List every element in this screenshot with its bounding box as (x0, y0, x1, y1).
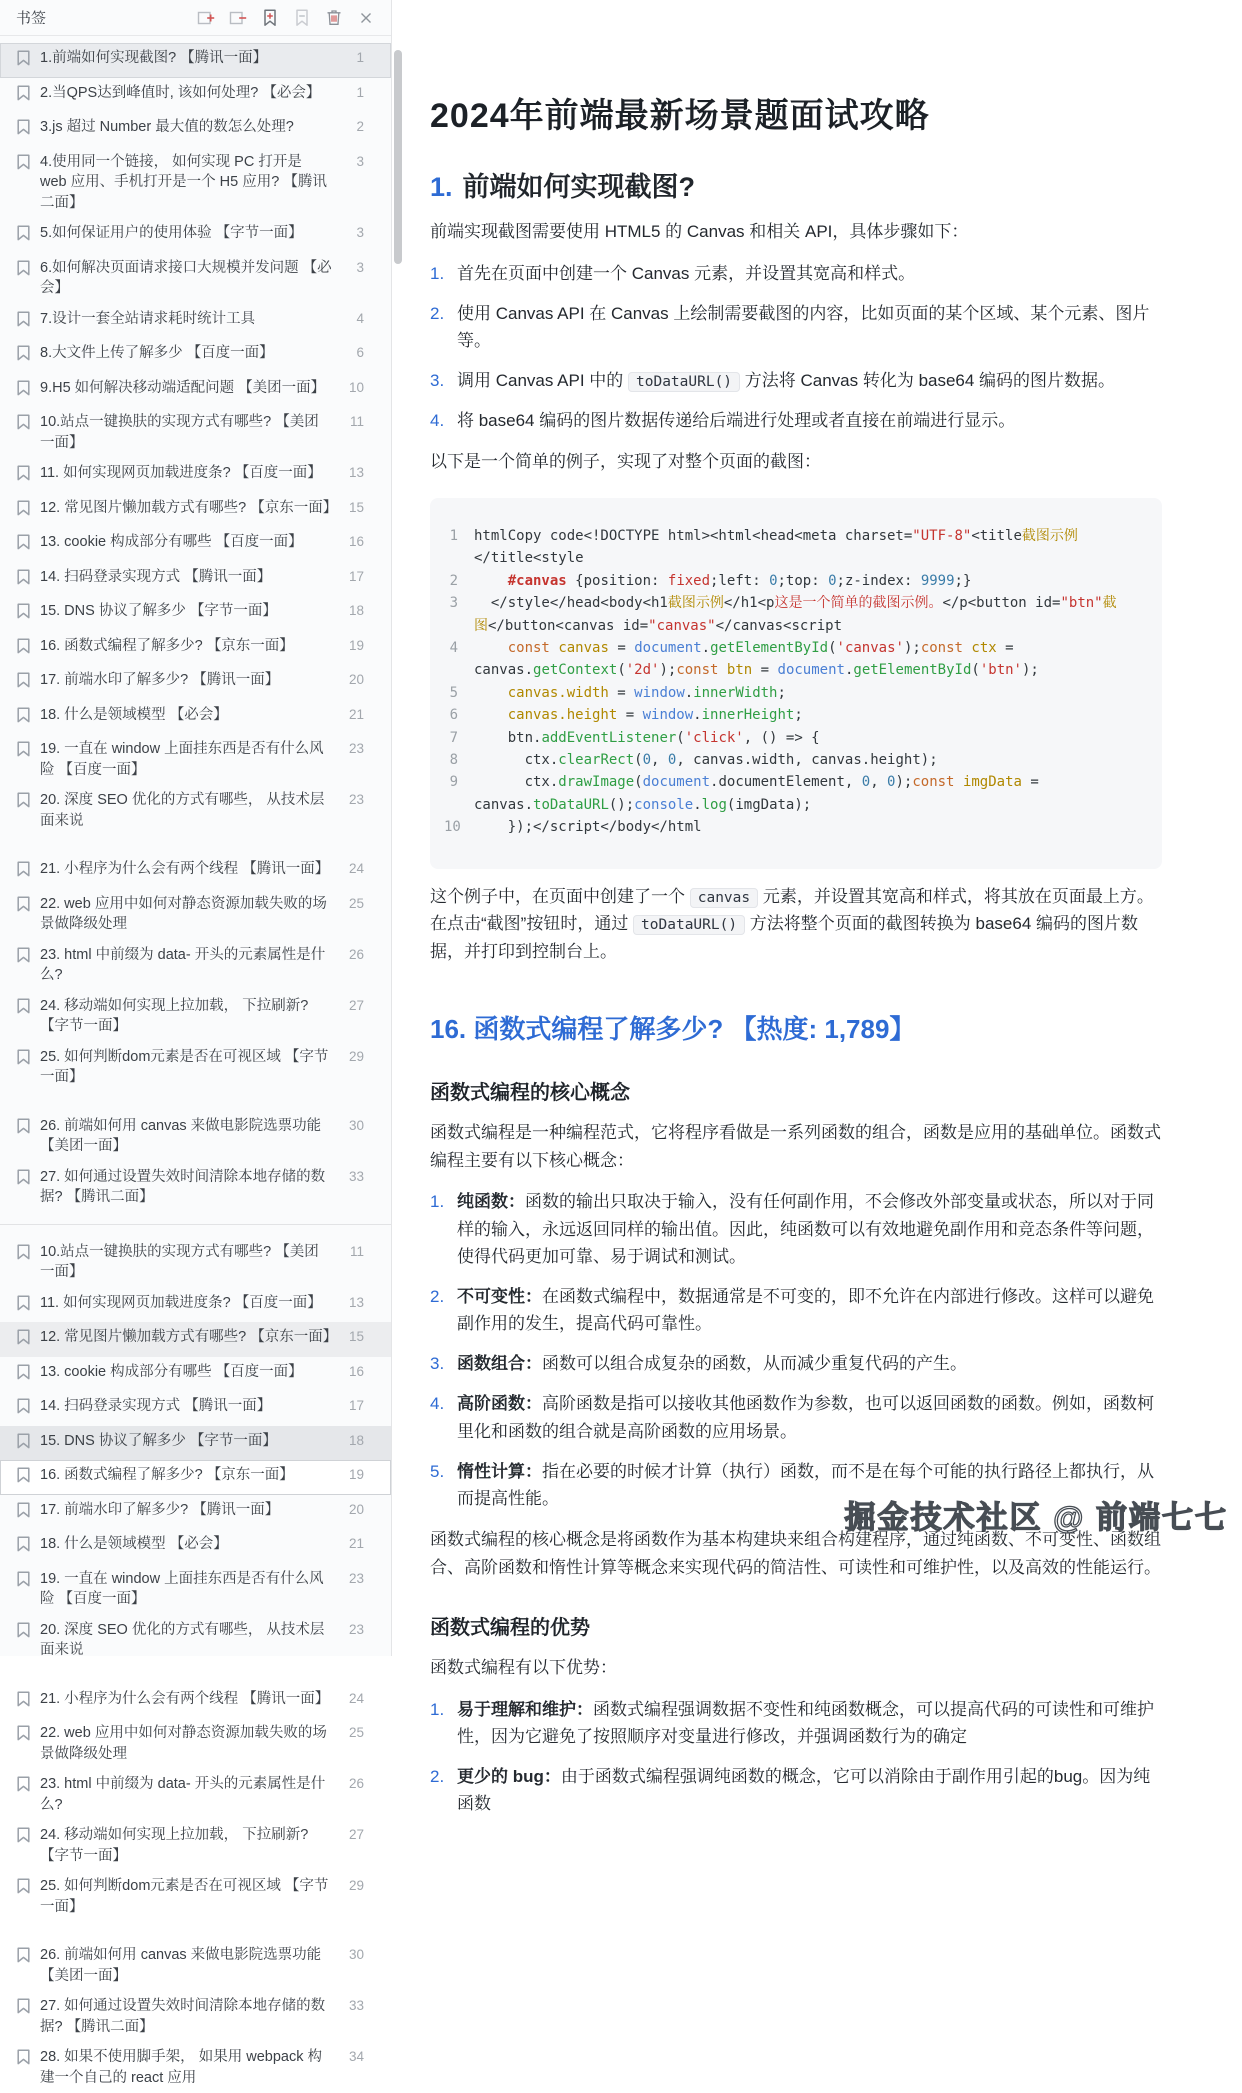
bookmark-item[interactable] (0, 78, 391, 113)
code-line-text: ctx.drawImage(document.documentElement, 0, 0);const imgData = (474, 771, 1144, 793)
bookmark-page-number: 19 (342, 636, 364, 657)
bookmark-icon (16, 947, 31, 970)
bookmark-page-number: 15 (342, 498, 364, 519)
bookmark-page-number: 29 (342, 1047, 364, 1068)
bookmark-label: 14. 扫码登录实现方式 【腾讯一面】 (40, 1396, 342, 1417)
list-item-text: 纯函数：函数的输出只取决于输入，没有任何副作用，不会修改外部变量或状态，所以对于同样的输入，永远返回同样的输出值。因此，纯函数可以有效地避免副作用和竞态条件等问题，使得代码更加可靠、易于调试和测试。 (457, 1188, 1162, 1270)
bookmark-label: 25. 如何判断dom元素是否在可视区域 【字节一面】 (40, 1876, 342, 1917)
bookmark-label: 11. 如何实现网页加载进度条? 【百度一面】 (40, 1293, 342, 1314)
bookmark-page-number: 6 (342, 343, 364, 364)
bookmark-item[interactable] (0, 1684, 391, 1719)
bookmark-label: 17. 前端水印了解多少? 【腾讯一面】 (40, 1500, 342, 1521)
code-line-text: canvas.toDataURL();console.log(imgData); (474, 794, 1144, 816)
bookmark-icon (16, 1878, 31, 1901)
section-1-heading (430, 165, 1162, 204)
advantages-list (430, 1696, 1162, 1818)
bookmark-page-number: 18 (342, 1431, 364, 1452)
bookmark-label: 28. 如果不使用脚手架， 如果用 webpack 构建一个自己的 react 应用 (40, 2047, 342, 2088)
bookmark-item[interactable] (0, 1769, 391, 1820)
bookmark-page-number: 23 (342, 739, 364, 760)
bookmark-icon (16, 85, 31, 108)
bookmark-item[interactable] (0, 596, 391, 631)
list-item-text: 易于理解和维护：函数式编程强调数据不变性和纯函数概念，可以提高代码的可读性和可维护性，因为它避免了按照顺序对变量进行修改，并强调函数行为的确定 (457, 1696, 1162, 1750)
bookmark-page-number: 23 (342, 790, 364, 811)
bookmark-page-number: 23 (342, 1620, 364, 1641)
bookmark-label: 12. 常见图片懒加载方式有哪些? 【京东一面】 (40, 498, 342, 519)
example-intro: 以下是一个简单的例子，实现了对整个页面的截图： (430, 448, 1162, 476)
bookmark-icon (16, 1998, 31, 2021)
bookmark-page-number: 27 (342, 1825, 364, 1846)
code-line (444, 682, 1144, 704)
bookmark-item[interactable] (0, 2042, 391, 2093)
list-divider (0, 1224, 391, 1225)
bookmark-item[interactable] (0, 1564, 391, 1615)
bookmark-item[interactable] (0, 527, 391, 562)
list-item-number: 1. (430, 260, 457, 287)
code-line-text: canvas.getContext('2d');const btn = document.getElementById('btn'); (474, 659, 1144, 681)
section-1-number: 1. (430, 172, 453, 202)
remove-bookmark-icon[interactable] (290, 6, 313, 29)
bookmark-icon (16, 569, 31, 592)
bookmark-item[interactable] (0, 1871, 391, 1922)
bookmark-item[interactable] (0, 1529, 391, 1564)
code-line-number: 7 (444, 727, 474, 749)
bookmark-icon (16, 345, 31, 368)
bookmark-page-number: 1 (342, 48, 364, 69)
code-line (444, 794, 1144, 816)
bookmark-item[interactable] (0, 1237, 391, 1288)
bookmark-label: 2.当QPS达到峰值时, 该如何处理? 【必会】 (40, 83, 342, 104)
document-title: 2024年前端最新场景题面试攻略 (430, 88, 1162, 137)
bookmark-page-number: 19 (342, 1465, 364, 1486)
code-line (444, 659, 1144, 681)
bookmark-label: 12. 常见图片懒加载方式有哪些? 【京东一面】 (40, 1327, 342, 1348)
bookmark-item[interactable] (0, 147, 391, 219)
delete-bookmark-icon[interactable] (322, 6, 345, 29)
bookmark-icon (16, 792, 31, 815)
bookmark-icon (16, 500, 31, 523)
bookmark-icon (16, 1725, 31, 1748)
bookmark-label: 21. 小程序为什么会有两个线程 【腾讯一面】 (40, 1689, 342, 1710)
list-item (430, 367, 1162, 394)
bookmark-icon (16, 1433, 31, 1456)
bookmark-list-top (0, 36, 391, 1213)
bookmark-label: 18. 什么是领域模型 【必会】 (40, 1534, 342, 1555)
bookmark-item[interactable] (0, 253, 391, 304)
bookmark-icon (16, 1364, 31, 1387)
bookmark-label: 21. 小程序为什么会有两个线程 【腾讯一面】 (40, 859, 342, 880)
bookmark-label: 22. web 应用中如何对静态资源加载失败的场景做降级处理 (40, 1723, 342, 1764)
list-item-number: 4. (430, 407, 457, 434)
bookmark-page-number: 18 (342, 601, 364, 622)
bookmark-icon (16, 638, 31, 661)
code-line-text: </style</head<body<h1截图示例</h1<p这是一个简单的截图示例。</p<button id="btn"截 (474, 592, 1144, 614)
bookmark-icon (16, 861, 31, 884)
code-line-text: btn.addEventListener('click', () => { (474, 727, 1144, 749)
code-line-number: 4 (444, 637, 474, 659)
bookmark-page-number: 15 (342, 1327, 364, 1348)
bookmark-item[interactable] (0, 854, 391, 889)
list-item (430, 1390, 1162, 1444)
bookmark-page-number: 3 (342, 152, 364, 173)
bookmark-page-number: 3 (342, 258, 364, 279)
bookmark-label: 23. html 中前缀为 data- 开头的元素属性是什么? (40, 1774, 342, 1815)
inline-code: toDataURL() (633, 915, 745, 935)
bookmark-item[interactable] (0, 785, 391, 836)
bookmark-page-number: 4 (342, 309, 364, 330)
bookmark-page-number: 13 (342, 1293, 364, 1314)
bookmark-label: 14. 扫码登录实现方式 【腾讯一面】 (40, 567, 342, 588)
bookmark-label: 9.H5 如何解决移动端适配问题 【美团一面】 (40, 378, 342, 399)
list-item-number: 4. (430, 1390, 457, 1444)
code-line-text: const canvas = document.getElementById('canvas');const ctx = (474, 637, 1144, 659)
bookmark-item[interactable] (0, 1460, 391, 1495)
advantages-subheading: 函数式编程的优势 (430, 1611, 1162, 1640)
bookmark-page-number: 3 (342, 223, 364, 244)
bookmark-label: 20. 深度 SEO 优化的方式有哪些， 从技术层面来说 (40, 1620, 342, 1661)
list-item-text: 惰性计算：指在必要的时候才计算（执行）函数，而不是在每个可能的执行路径上都执行，从而提高性能。 (457, 1458, 1162, 1512)
bookmark-page-number: 24 (342, 1689, 364, 1710)
bookmark-page-number: 33 (342, 1167, 364, 1188)
bookmarks-title: 书签 (16, 7, 46, 28)
add-bookmark-icon[interactable] (258, 6, 281, 29)
bookmark-label: 22. web 应用中如何对静态资源加载失败的场景做降级处理 (40, 894, 342, 935)
code-line (444, 547, 1144, 569)
bookmark-page-number: 26 (342, 945, 364, 966)
list-item (430, 407, 1162, 434)
code-line-text: canvas.width = window.innerWidth; (474, 682, 1144, 704)
bookmark-label: 10.站点一键换肤的实现方式有哪些? 【美团一面】 (40, 1242, 342, 1283)
bookmark-page-number: 21 (342, 1534, 364, 1555)
list-item-number: 1. (430, 1188, 457, 1270)
bookmark-label: 24. 移动端如何实现上拉加载， 下拉刷新? 【字节一面】 (40, 996, 342, 1037)
code-line-number (444, 547, 474, 569)
document-page (392, 0, 1242, 1656)
bookmark-label: 15. DNS 协议了解多少 【字节一面】 (40, 601, 342, 622)
bookmark-icon (16, 1536, 31, 1559)
watermark: 掘金技术社区 @ 前端七七 (845, 1492, 1228, 1537)
bookmark-label: 5.如何保证用户的使用体验 【字节一面】 (40, 223, 342, 244)
code-line (444, 570, 1144, 592)
list-item-number: 5. (430, 1458, 457, 1512)
code-line (444, 592, 1144, 614)
bookmark-page-number: 21 (342, 705, 364, 726)
code-line-text: #canvas {position: fixed;left: 0;top: 0;z-index: 9999;} (474, 570, 1144, 592)
list-item-text: 更少的 bug：由于函数式编程强调纯函数的概念，它可以消除由于副作用引起的bug。因为纯函数 (457, 1763, 1162, 1817)
code-line-text: });</script</body</html (474, 816, 1144, 838)
bookmark-item[interactable] (0, 493, 391, 528)
list-item-text: 函数组合：函数可以组合成复杂的函数，从而减少重复代码的产生。 (457, 1350, 1162, 1377)
code-line-text: </title<style (474, 547, 1144, 569)
bookmark-label: 16. 函数式编程了解多少? 【京东一面】 (40, 636, 342, 657)
bookmark-label: 19. 一直在 window 上面挂东西是否有什么风险 【百度一面】 (40, 1569, 342, 1610)
list-item-number: 3. (430, 1350, 457, 1377)
bookmark-label: 25. 如何判断dom元素是否在可视区域 【字节一面】 (40, 1047, 342, 1088)
list-item-number: 2. (430, 1283, 457, 1337)
bookmark-page-number: 30 (342, 1116, 364, 1137)
bookmark-page-number: 33 (342, 1996, 364, 2017)
bookmark-item[interactable] (0, 665, 391, 700)
code-line (444, 816, 1144, 838)
list-item-number: 3. (430, 367, 457, 394)
bookmark-item[interactable] (0, 700, 391, 735)
bookmark-label: 3.js 超过 Number 最大值的数怎么处理? (40, 117, 342, 138)
bookmark-label: 11. 如何实现网页加载进度条? 【百度一面】 (40, 463, 342, 484)
bookmark-icon (16, 414, 31, 437)
bookmark-item[interactable] (0, 1495, 391, 1530)
bookmark-page-number: 20 (342, 670, 364, 691)
collapse-all-icon[interactable] (226, 6, 249, 29)
list-item-text: 高阶函数：高阶函数是指可以接收其他函数作为参数，也可以返回函数的函数。例如，函数柯里化和函数的组合就是高阶函数的应用场景。 (457, 1390, 1162, 1444)
bookmark-page-number: 20 (342, 1500, 364, 1521)
bookmark-icon (16, 119, 31, 142)
list-item-number: 2. (430, 300, 457, 354)
bookmark-page-number: 11 (342, 1242, 364, 1263)
bookmark-item[interactable] (0, 338, 391, 373)
list-item-number: 1. (430, 1696, 457, 1750)
code-line-number: 1 (444, 525, 474, 547)
bookmark-label: 15. DNS 协议了解多少 【字节一面】 (40, 1431, 342, 1452)
code-line-text: 图</button<canvas id="canvas"</canvas<script (474, 615, 1144, 637)
section-16-heading: 16. 函数式编程了解多少? 【热度: 1,789】 (430, 1009, 1162, 1046)
code-line-text: canvas.height = window.innerHeight; (474, 704, 1144, 726)
bookmark-page-number: 1 (342, 83, 364, 104)
code-line (444, 771, 1144, 793)
concepts-intro: 函数式编程是一种编程范式，它将程序看做是一系列函数的组合，函数是应用的基础单位。函数式编程主要有以下核心概念： (430, 1119, 1162, 1174)
bookmark-page-number: 34 (342, 2047, 364, 2068)
bookmark-page-number: 13 (342, 463, 364, 484)
list-item-text: 不可变性：在函数式编程中，数据通常是不可变的，即不允许在内部进行修改。这样可以避免副作用的发生，提高代码可靠性。 (457, 1283, 1162, 1337)
bookmark-label: 13. cookie 构成部分有哪些 【百度一面】 (40, 1362, 342, 1383)
bookmark-page-number: 27 (342, 996, 364, 1017)
bookmark-item[interactable] (0, 1111, 391, 1162)
list-item-number: 2. (430, 1763, 457, 1817)
bookmark-item[interactable] (0, 1391, 391, 1426)
bookmark-icon (16, 380, 31, 403)
bookmark-icon (16, 50, 31, 73)
bookmark-icon (16, 1691, 31, 1714)
bookmark-item[interactable] (0, 940, 391, 991)
concepts-summary: 函数式编程的核心概念是将函数作为基本构建块来组合构建程序，通过纯函数、不可变性、函数组合、高阶函数和惰性计算等概念来实现代码的简洁性、可读性和可维护性，以及高效的性能运行。 (430, 1526, 1162, 1581)
bookmark-list-bottom (0, 1230, 391, 2093)
code-line-number: 8 (444, 749, 474, 771)
bookmark-item[interactable] (0, 889, 391, 940)
bookmark-page-number: 23 (342, 1569, 364, 1590)
bookmark-label: 7.设计一套全站请求耗时统计工具 (40, 309, 342, 330)
bookmarks-toolbar (194, 6, 377, 29)
advantages-intro: 函数式编程有以下优势： (430, 1654, 1162, 1682)
list-item (430, 1350, 1162, 1377)
bookmark-item[interactable] (0, 1322, 391, 1357)
bookmark-icon (16, 225, 31, 248)
code-line-number: 6 (444, 704, 474, 726)
bookmark-page-number: 10 (342, 378, 364, 399)
bookmark-icon (16, 1169, 31, 1192)
bookmark-icon (16, 260, 31, 283)
list-item (430, 300, 1162, 354)
bookmark-icon (16, 1244, 31, 1267)
bookmark-page-number: 16 (342, 1362, 364, 1383)
bookmarks-header (0, 0, 391, 36)
bookmark-item[interactable] (0, 304, 391, 339)
list-item (430, 1696, 1162, 1750)
bookmark-label: 18. 什么是领域模型 【必会】 (40, 705, 342, 726)
bookmark-icon (16, 1049, 31, 1072)
bookmark-page-number: 26 (342, 1774, 364, 1795)
bookmark-item[interactable] (0, 218, 391, 253)
inline-code: canvas (690, 888, 758, 908)
bookmark-label: 26. 前端如何用 canvas 来做电影院选票功能 【美团一面】 (40, 1945, 342, 1986)
bookmark-icon (16, 1622, 31, 1645)
bookmark-item[interactable] (0, 1162, 391, 1213)
bookmark-icon (16, 1571, 31, 1594)
code-line (444, 637, 1144, 659)
bookmark-item[interactable] (0, 458, 391, 493)
bookmark-label: 8.大文件上传了解多少 【百度一面】 (40, 343, 342, 364)
bookmark-label: 26. 前端如何用 canvas 来做电影院选票功能 【美团一面】 (40, 1116, 342, 1157)
bookmark-icon (16, 2049, 31, 2072)
bookmark-label: 6.如何解决页面请求接口大规模并发问题 【必会】 (40, 258, 342, 299)
bookmark-item[interactable] (0, 1820, 391, 1871)
concepts-list (430, 1188, 1162, 1512)
list-item-text: 将 base64 编码的图片数据传递给后端进行处理或者直接在前端进行显示。 (457, 407, 1162, 434)
bookmark-item[interactable] (0, 1357, 391, 1392)
expand-all-icon[interactable] (194, 6, 217, 29)
bookmark-icon (16, 154, 31, 177)
bookmark-icon (16, 465, 31, 488)
bookmark-icon (16, 1467, 31, 1490)
bookmark-page-number: 29 (342, 1876, 364, 1897)
bookmark-item[interactable] (0, 1426, 391, 1461)
code-line-number: 3 (444, 592, 474, 614)
sidebar-scrollbar-thumb[interactable] (394, 50, 402, 264)
after-code-paragraph: 这个例子中，在页面中创建了一个 canvas 元素，并设置其宽高和样式，将其放在页面最上方。在点击“截图”按钮时，通过 toDataURL() 方法将整个页面的截图转换为 base64 编码的图片数据，并打印到控制台上。 (430, 883, 1162, 966)
bookmark-icon (16, 1947, 31, 1970)
bookmark-icon (16, 896, 31, 919)
steps-list (430, 260, 1162, 435)
code-line-number (444, 794, 474, 816)
code-line-number: 10 (444, 816, 474, 838)
bookmark-icon (16, 707, 31, 730)
bookmark-label: 13. cookie 构成部分有哪些 【百度一面】 (40, 532, 342, 553)
bookmark-icon (16, 534, 31, 557)
bookmark-label: 27. 如何通过设置失效时间清除本地存储的数据? 【腾讯二面】 (40, 1996, 342, 2037)
code-line-number (444, 659, 474, 681)
code-line-number: 2 (444, 570, 474, 592)
bookmark-item[interactable] (0, 1991, 391, 2042)
code-line-number: 9 (444, 771, 474, 793)
concepts-subheading: 函数式编程的核心概念 (430, 1076, 1162, 1105)
code-line-text: htmlCopy code<!DOCTYPE html><html<head<meta charset="UTF-8"<title截图示例 (474, 525, 1144, 547)
bookmark-icon (16, 998, 31, 1021)
bookmark-item[interactable] (0, 1615, 391, 1666)
bookmark-item[interactable] (0, 734, 391, 785)
bookmark-page-number: 17 (342, 1396, 364, 1417)
code-line (444, 704, 1144, 726)
list-item (430, 1188, 1162, 1270)
bookmark-item[interactable] (0, 991, 391, 1042)
bookmark-label: 23. html 中前缀为 data- 开头的元素属性是什么? (40, 945, 342, 986)
bookmark-page-number: 17 (342, 567, 364, 588)
bookmark-page-number: 2 (342, 117, 364, 138)
bookmark-page-number: 24 (342, 859, 364, 880)
bookmark-page-number: 25 (342, 1723, 364, 1744)
bookmark-item[interactable] (0, 373, 391, 408)
bookmark-item[interactable] (0, 631, 391, 666)
bookmark-item[interactable] (0, 1042, 391, 1093)
code-line-text: ctx.clearRect(0, 0, canvas.width, canvas.height); (474, 749, 1144, 771)
bookmark-icon (16, 603, 31, 626)
bookmark-label: 19. 一直在 window 上面挂东西是否有什么风险 【百度一面】 (40, 739, 342, 780)
bookmark-icon (16, 311, 31, 334)
bookmark-label: 27. 如何通过设置失效时间清除本地存储的数据? 【腾讯二面】 (40, 1167, 342, 1208)
section-1-title: 前端如何实现截图? (463, 172, 696, 202)
bookmark-label: 17. 前端水印了解多少? 【腾讯一面】 (40, 670, 342, 691)
bookmark-item[interactable] (0, 1288, 391, 1323)
list-item-text: 首先在页面中创建一个 Canvas 元素，并设置其宽高和样式。 (457, 260, 1162, 287)
bookmarks-panel (0, 0, 392, 1656)
list-item-text: 使用 Canvas API 在 Canvas 上绘制需要截图的内容，比如页面的某个区域、某个元素、图片等。 (457, 300, 1162, 354)
bookmark-page-number: 30 (342, 1945, 364, 1966)
bookmark-icon (16, 1329, 31, 1352)
code-line (444, 749, 1144, 771)
bookmark-page-number: 25 (342, 894, 364, 915)
section-1-intro: 前端实现截图需要使用 HTML5 的 Canvas 和相关 API，具体步骤如下： (430, 218, 1162, 246)
list-item (430, 1763, 1162, 1817)
list-item (430, 1283, 1162, 1337)
bookmark-label: 1.前端如何实现截图? 【腾讯一面】 (40, 48, 342, 69)
code-line (444, 525, 1144, 547)
bookmark-icon (16, 1502, 31, 1525)
bookmark-page-number: 16 (342, 532, 364, 553)
bookmark-icon (16, 1398, 31, 1421)
bookmark-page-number: 11 (342, 412, 364, 433)
list-item-text: 调用 Canvas API 中的 toDataURL() 方法将 Canvas 转化为 base64 编码的图片数据。 (457, 367, 1162, 394)
bookmark-item[interactable] (0, 1940, 391, 1991)
bookmark-label: 20. 深度 SEO 优化的方式有哪些， 从技术层面来说 (40, 790, 342, 831)
code-line-number: 5 (444, 682, 474, 704)
bookmark-label: 16. 函数式编程了解多少? 【京东一面】 (40, 1465, 342, 1486)
bookmark-item[interactable] (0, 43, 391, 78)
bookmark-label: 4.使用同一个链接， 如何实现 PC 打开是 web 应用、手机打开是一个 H5 应用? 【腾讯二面】 (40, 152, 342, 214)
close-icon[interactable] (354, 6, 377, 29)
bookmark-icon (16, 672, 31, 695)
bookmark-label: 24. 移动端如何实现上拉加载， 下拉刷新? 【字节一面】 (40, 1825, 342, 1866)
code-block (430, 498, 1162, 869)
bookmark-icon (16, 1776, 31, 1799)
bookmark-item[interactable] (0, 112, 391, 147)
bookmark-icon (16, 1118, 31, 1141)
bookmark-item[interactable] (0, 562, 391, 597)
bookmark-icon (16, 741, 31, 764)
bookmark-label: 10.站点一键换肤的实现方式有哪些? 【美团一面】 (40, 412, 342, 453)
inline-code: toDataURL() (628, 372, 740, 392)
bookmark-item[interactable] (0, 407, 391, 458)
bookmark-item[interactable] (0, 1718, 391, 1769)
bookmark-icon (16, 1295, 31, 1318)
bookmark-icon (16, 1827, 31, 1850)
list-item (430, 260, 1162, 287)
code-line (444, 615, 1144, 637)
code-line-number (444, 615, 474, 637)
code-line (444, 727, 1144, 749)
